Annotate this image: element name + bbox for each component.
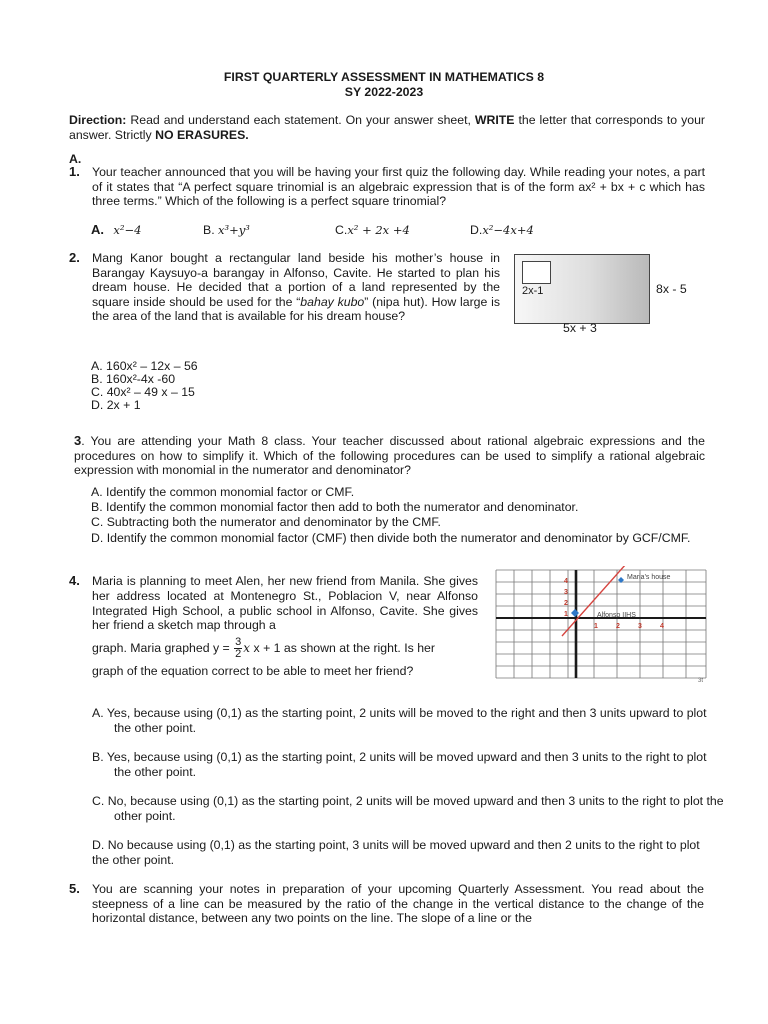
section-label: A. bbox=[69, 152, 82, 166]
q3-text: 3. You are attending your Math 8 class. Your teacher discussed about rational algebraic expressions and the procedures on how to simplify it. Which of the following procedures can be used to simplify a rational algebraic expression with monomial in the numerator and denominator? bbox=[74, 433, 705, 477]
svg-text:4: 4 bbox=[660, 623, 664, 630]
corner-label: 3t bbox=[698, 678, 704, 684]
svg-text:3: 3 bbox=[638, 623, 642, 630]
q4-number: 4. bbox=[69, 573, 80, 588]
land-figure bbox=[514, 254, 650, 324]
q4-option-b: B. Yes, because using (0,1) as the starting point, 2 units will be moved upward and then 3 units to the right to plot the other point. bbox=[92, 750, 707, 779]
school-point-marker bbox=[571, 609, 579, 617]
direction-paragraph bbox=[69, 113, 705, 142]
sketch-map-graph bbox=[494, 566, 708, 684]
q3-option-d: D. Identify the common monomial factor (CMF) then divide both the numerator and denominator by GCF/CMF. bbox=[91, 531, 691, 545]
q3-option-c: C. Subtracting both the numerator and denominator by the CMF. bbox=[91, 515, 441, 529]
q3-option-a: A. Identify the common monomial factor or CMF. bbox=[91, 485, 355, 499]
side-dimension-label: 8x - 5 bbox=[656, 282, 687, 296]
q1-text: Your teacher announced that you will be having your first quiz the following day. While reading your notes, a part of it states that “A perfect square trinomial is an algebraic expression that is of the form ax² + bx + c which has three terms.” Which of the following is a perfect square trinomial? bbox=[92, 165, 705, 208]
q1-option-d: D.x²−4x+4 bbox=[470, 223, 534, 237]
q2-number: 2. bbox=[69, 250, 80, 265]
q3-option-b: B. Identify the common monomial factor then add to both the numerator and denominator. bbox=[91, 500, 579, 514]
q1-option-b: B. x³+y³ bbox=[203, 223, 250, 237]
y-tick-labels bbox=[564, 578, 568, 618]
q5-text: You are scanning your notes in preparation of your upcoming Quarterly Assessment. You read about the steepness of a line can be measured by the ratio of the change in the vertical distance to the change of the horizontal distance, between any two points on the line. The slope of a line or the bbox=[92, 882, 704, 925]
direction-label: Direction: bbox=[69, 113, 127, 127]
x-tick-labels bbox=[594, 623, 664, 630]
q4-text: Maria is planning to meet Alen, her new friend from Manila. She gives her address located at Montenegro St., Poblacion V, near Alfonso Integrated High School, a public school in Alfonso, Cavite. She gives her friend a sketch map through a bbox=[92, 574, 478, 633]
svg-text:4: 4 bbox=[564, 578, 568, 585]
fraction: $\frac{3}{2}$ bbox=[235, 636, 242, 661]
q4-equation-line: graph. Maria graphed y = $\frac{3}{2}$ x x + 1 as shown at the right. Is her bbox=[92, 636, 435, 661]
svg-text:2: 2 bbox=[616, 623, 620, 630]
direction-text-2: the letter that corresponds to your answer. Strictly bbox=[69, 113, 706, 142]
direction-text-1: Read and understand each statement. On your answer sheet, bbox=[130, 113, 471, 127]
q4-option-d: D. No because using (0,1) as the starting point, 3 units will be moved upward and then 2 units to the right to plot the other point. bbox=[92, 838, 700, 867]
q2-option-b: B. 160x²-4x -60 bbox=[91, 372, 176, 386]
q1-number: 1. bbox=[69, 164, 80, 179]
q3-number: 3 bbox=[74, 433, 82, 448]
school-label: Alfonso IIHS bbox=[597, 612, 636, 619]
svg-text:1: 1 bbox=[564, 611, 568, 618]
q1-option-c: C.x² + 2x +4 bbox=[335, 223, 410, 237]
inner-dimension-label: 2x-1 bbox=[522, 285, 544, 297]
q4-text-end: graph of the equation correct to be able to meet her friend? bbox=[92, 664, 414, 678]
q5-number: 5. bbox=[69, 881, 80, 896]
school-year: SY 2022-2023 bbox=[344, 85, 424, 99]
svg-text:1: 1 bbox=[594, 623, 598, 630]
direction-no-erasures: NO ERASURES. bbox=[155, 127, 249, 142]
graph-grid bbox=[496, 570, 706, 678]
q4-option-c: C. No, because using (0,1) as the starting point, 2 units will be moved upward and then 3 units to the right to plot the other point. bbox=[92, 794, 724, 823]
bottom-dimension-label: 5x + 3 bbox=[563, 321, 597, 335]
q2-text: Mang Kanor bought a rectangular land beside his mother’s house in Barangay Kaysuyo-a barangay in Alfonso, Cavite. He started to plan his dream house. He decided that a portion of a land represented by the square inside should be used for the “bahay kubo” (nipa hut). How large is the area of the land that is available for his dream house? bbox=[92, 251, 501, 323]
q2-option-a: A. 160x² – 12x – 56 bbox=[91, 359, 198, 373]
house-label: Maria’s house bbox=[627, 574, 671, 581]
q4-option-a: A. Yes, because using (0,1) as the starting point, 2 units will be moved to the right and then 3 units upward to plot the other point. bbox=[92, 706, 707, 735]
q1-option-a: A. x²−4 bbox=[91, 222, 142, 237]
svg-text:2: 2 bbox=[564, 600, 568, 607]
direction-write: WRITE bbox=[474, 113, 515, 127]
nipa-hut-square bbox=[522, 261, 551, 284]
q2-option-d: D. 2x + 1 bbox=[91, 398, 141, 412]
page-title: FIRST QUARTERLY ASSESSMENT IN MATHEMATICS 8 bbox=[223, 70, 545, 84]
svg-text:3: 3 bbox=[564, 589, 568, 596]
q2-option-c: C. 40x² – 49 x – 15 bbox=[91, 385, 195, 399]
